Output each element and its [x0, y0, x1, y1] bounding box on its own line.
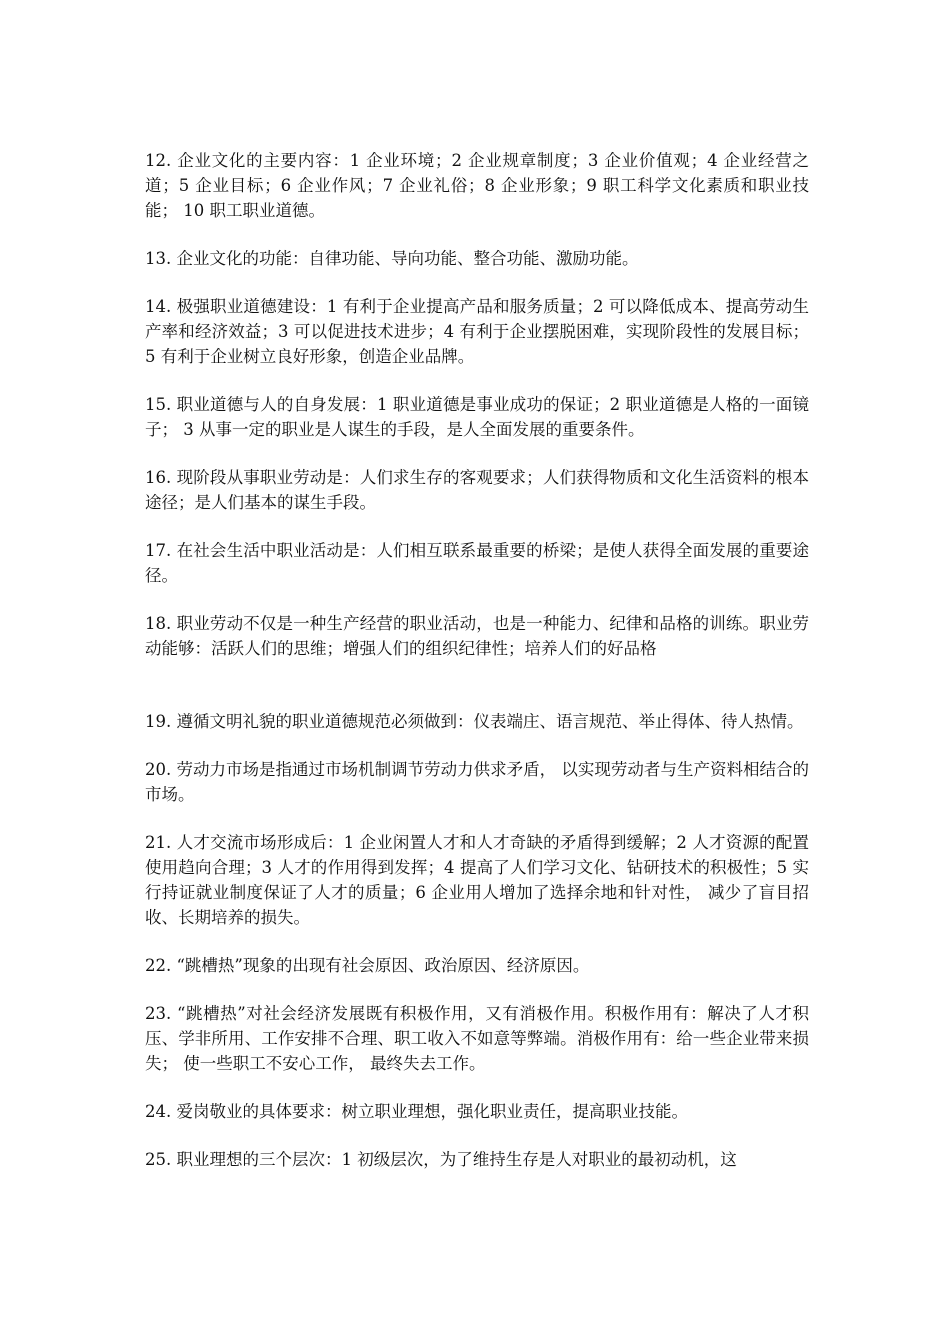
- paragraph-17: 17. 在社会生活中职业活动是：人们相互联系最重要的桥梁；是使人获得全面发展的重要途径。: [145, 541, 809, 585]
- paragraph-16: 16. 现阶段从事职业劳动是：人们求生存的客观要求；人们获得物质和文化生活资料的根本途径；是人们基本的谋生手段。: [145, 468, 809, 512]
- paragraph-18: 18. 职业劳动不仅是一种生产经营的职业活动，也是一种能力、纪律和品格的训练。职业劳动能够：活跃人们的思维；增强人们的组织纪律性；培养人们的好品格: [145, 614, 809, 658]
- paragraph-19: 19. 遵循文明礼貌的职业道德规范必须做到：仪表端庄、语言规范、举止得体、待人热情。: [145, 712, 804, 731]
- paragraph-23: 23. “跳槽热”对社会经济发展既有积极作用，又有消极作用。积极作用有：解决了人才积压、学非所用、工作安排不合理、职工收入不如意等弊端。消极作用有：给一些企业带来损失； 使一些职工不安心工作， 最终失去工作。: [145, 1004, 809, 1073]
- paragraph-22: 22. “跳槽热”现象的出现有社会原因、政治原因、经济原因。: [145, 956, 590, 975]
- paragraph-13: 13. 企业文化的功能：自律功能、导向功能、整合功能、激励功能。: [145, 249, 639, 268]
- paragraph-21: 21. 人才交流市场形成后：1 企业闲置人才和人才奇缺的矛盾得到缓解；2 人才资源的配置使用趋向合理；3 人才的作用得到发挥；4 提高了人们学习文化、钻研技术的积极性；5 实行持证就业制度保证了人才的质量；6 企业用人增加了选择余地和针对性， 减少了盲目招收、长期培养的损失。: [145, 833, 809, 927]
- paragraph-24: 24. 爱岗敬业的具体要求：树立职业理想，强化职业责任，提高职业技能。: [145, 1102, 688, 1121]
- paragraph-14: 14. 极强职业道德建设：1 有利于企业提高产品和服务质量；2 可以降低成本、提高劳动生产率和经济效益；3 可以促进技术进步；4 有利于企业摆脱困难，实现阶段性的发展目标； 5 有利于企业树立良好形象，创造企业品牌。: [145, 297, 809, 366]
- paragraph-20: 20. 劳动力市场是指通过市场机制调节劳动力供求矛盾， 以实现劳动者与生产资料相结合的市场。: [145, 760, 809, 804]
- paragraph-15: 15. 职业道德与人的自身发展：1 职业道德是事业成功的保证；2 职业道德是人格的一面镜子； 3 从事一定的职业是人谋生的手段，是人全面发展的重要条件。: [145, 395, 809, 439]
- paragraph-25: 25. 职业理想的三个层次：1 初级层次，为了维持生存是人对职业的最初动机，这: [145, 1150, 737, 1169]
- document-body: [145, 148, 809, 1195]
- paragraph-12: 12. 企业文化的主要内容：1 企业环境；2 企业规章制度；3 企业价值观；4 企业经营之道；5 企业目标；6 企业作风；7 企业礼俗；8 企业形象；9 职工科学文化素质和职业技能； 10 职工职业道德。: [145, 151, 809, 220]
